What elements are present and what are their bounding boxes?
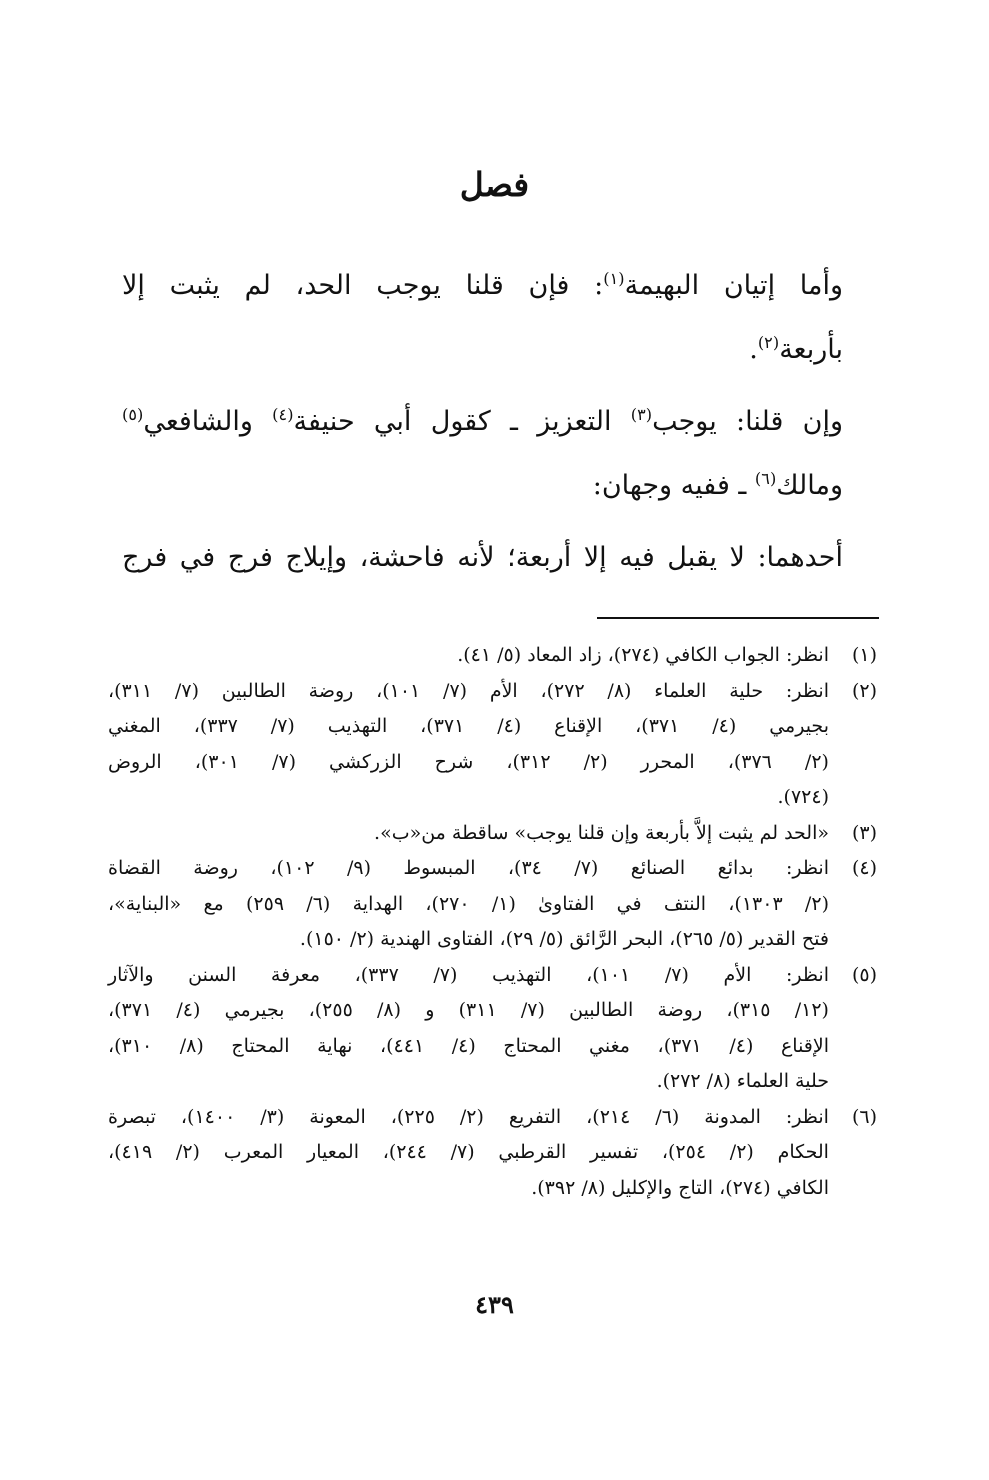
footnote-ref-2: (٢): [757, 333, 780, 352]
footnote-ref-6: (٦): [754, 469, 777, 488]
footnote-number: (٦): [851, 1105, 877, 1128]
footnote-ref-4: (٤): [272, 405, 294, 424]
footnotes: [108, 638, 877, 1206]
text-run: .: [749, 334, 758, 365]
text-run: أحدهما: لا يقبل فيه إلا أربعة؛ لأنه فاحشة، وإيلاج فرج في فرج: [122, 542, 843, 573]
footnote-line: حلية العلماء (٨/ ٢٧٢).: [656, 1070, 829, 1092]
page-number: ٤٣٩: [475, 1290, 514, 1319]
footnote-4: [108, 851, 877, 958]
footnote-line: «الحد لم يثبت إلاَّ بأربعة وإن قلنا يوجب» ساقطة من«ب».: [374, 821, 829, 844]
footnote-text: [108, 851, 829, 958]
body-paragraph-3: [122, 526, 843, 590]
footnote-line: انظر: الأم (٧/ ١٠١)، التهذيب (٧/ ٣٣٧)، معرفة السنن والآثار: [108, 963, 829, 986]
footnote-line: الكافي (٢٧٤)، التاج والإكليل (٨/ ٣٩٢).: [531, 1176, 829, 1199]
footnote-number: (٢): [851, 679, 877, 702]
footnote-line: انظر: المدونة (٦/ ٢١٤)، التفريع (٢/ ٢٢٥)، المعونة (٣/ ١٤٠٠)، تبصرة: [108, 1105, 829, 1128]
footnote-line: انظر: حلية العلماء (٨/ ٢٧٢)، الأم (٧/ ١٠١)، روضة الطالبين (٧/ ٣١١)،: [108, 679, 829, 702]
section-heading: فصل: [459, 165, 530, 204]
text-run: التعزيز ـ كقول أبي حنيفة: [293, 406, 631, 437]
body-paragraph-2: [122, 390, 843, 518]
footnote-line: (١٢/ ٣١٥)، روضة الطالبين (٧/ ٣١١) و (٨/ ٢٥٥)، بجيرمي (٤/ ٣٧١)،: [108, 999, 829, 1021]
footnote-text: [108, 638, 829, 674]
footnote-number: (٤): [851, 857, 877, 879]
footnote-2: [108, 674, 877, 816]
paragraph-line: [122, 318, 843, 382]
footnote-number: (٣): [851, 821, 877, 844]
footnote-number: (١): [851, 644, 877, 666]
text-run: بأربعة: [779, 334, 843, 365]
footnote-line: الإقناع (٤/ ٣٧١)، مغني المحتاج (٤/ ٤٤١)، نهاية المحتاج (٨/ ٣١٠)،: [108, 1034, 830, 1057]
footnote-ref-3: (٣): [630, 405, 653, 424]
footnote-ref-5: (٥): [122, 405, 144, 424]
paragraph-line: [122, 254, 843, 318]
footnote-1: [108, 638, 877, 674]
footnote-line: انظر: الجواب الكافي (٢٧٤)، زاد المعاد (٥/ ٤١).: [457, 644, 829, 666]
footnote-line: (٢/ ٣٧٦)، المحرر (٢/ ٣١٢)، شرح الزركشي (٧/ ٣٠١)، الروض: [108, 750, 829, 773]
footnote-line: بجيرمي (٤/ ٣٧١)، الإقناع (٤/ ٣٧١)، التهذيب (٧/ ٣٣٧)، المغني: [108, 715, 829, 737]
footnote-line: (٧٢٤).: [777, 786, 829, 808]
footnote-line: انظر: بدائع الصنائع (٧/ ٣٤)، المبسوط (٩/ ١٠٢)، روضة القضاة: [108, 857, 829, 879]
footnote-text: [108, 1100, 829, 1207]
footnote-separator: [597, 617, 879, 619]
text-run: : فإن قلنا يوجب الحد، لم يثبت إلا: [122, 270, 604, 301]
footnote-text: [108, 958, 829, 1100]
footnote-5: [108, 958, 877, 1100]
text-run: وإن قلنا: يوجب: [652, 406, 843, 437]
footnote-line: فتح القدير (٥/ ٢٦٥)، البحر الرَّائق (٥/ ٢٩)، الفتاوى الهندية (٢/ ١٥٠).: [299, 928, 829, 950]
paragraph-line: [122, 390, 843, 454]
footnote-number: (٥): [851, 963, 877, 986]
text-run: ـ ففيه وجهان:: [592, 470, 755, 501]
footnote-line: (٢/ ١٣٠٣)، النتف في الفتاوىٰ (١/ ٢٧٠)، الهداية (٦/ ٢٥٩) مع «البناية»،: [108, 892, 829, 915]
footnote-line: الحكام (٢/ ٢٥٤)، تفسير القرطبي (٧/ ٢٤٤)، المعيار المعرب (٢/ ٤١٩)،: [108, 1141, 829, 1163]
paragraph-line: [122, 526, 843, 590]
body-paragraph-1: [122, 254, 843, 382]
footnote-text: [108, 674, 829, 816]
footnote-text: [108, 816, 829, 852]
footnote-6: [108, 1100, 877, 1207]
footnote-3: [108, 816, 877, 852]
paragraph-line: [122, 454, 843, 518]
text-run: وأما إتيان البهيمة: [624, 270, 843, 301]
text-run: ومالك: [776, 470, 843, 501]
footnote-ref-1: (١): [603, 269, 625, 288]
text-run: والشافعي: [143, 406, 273, 437]
